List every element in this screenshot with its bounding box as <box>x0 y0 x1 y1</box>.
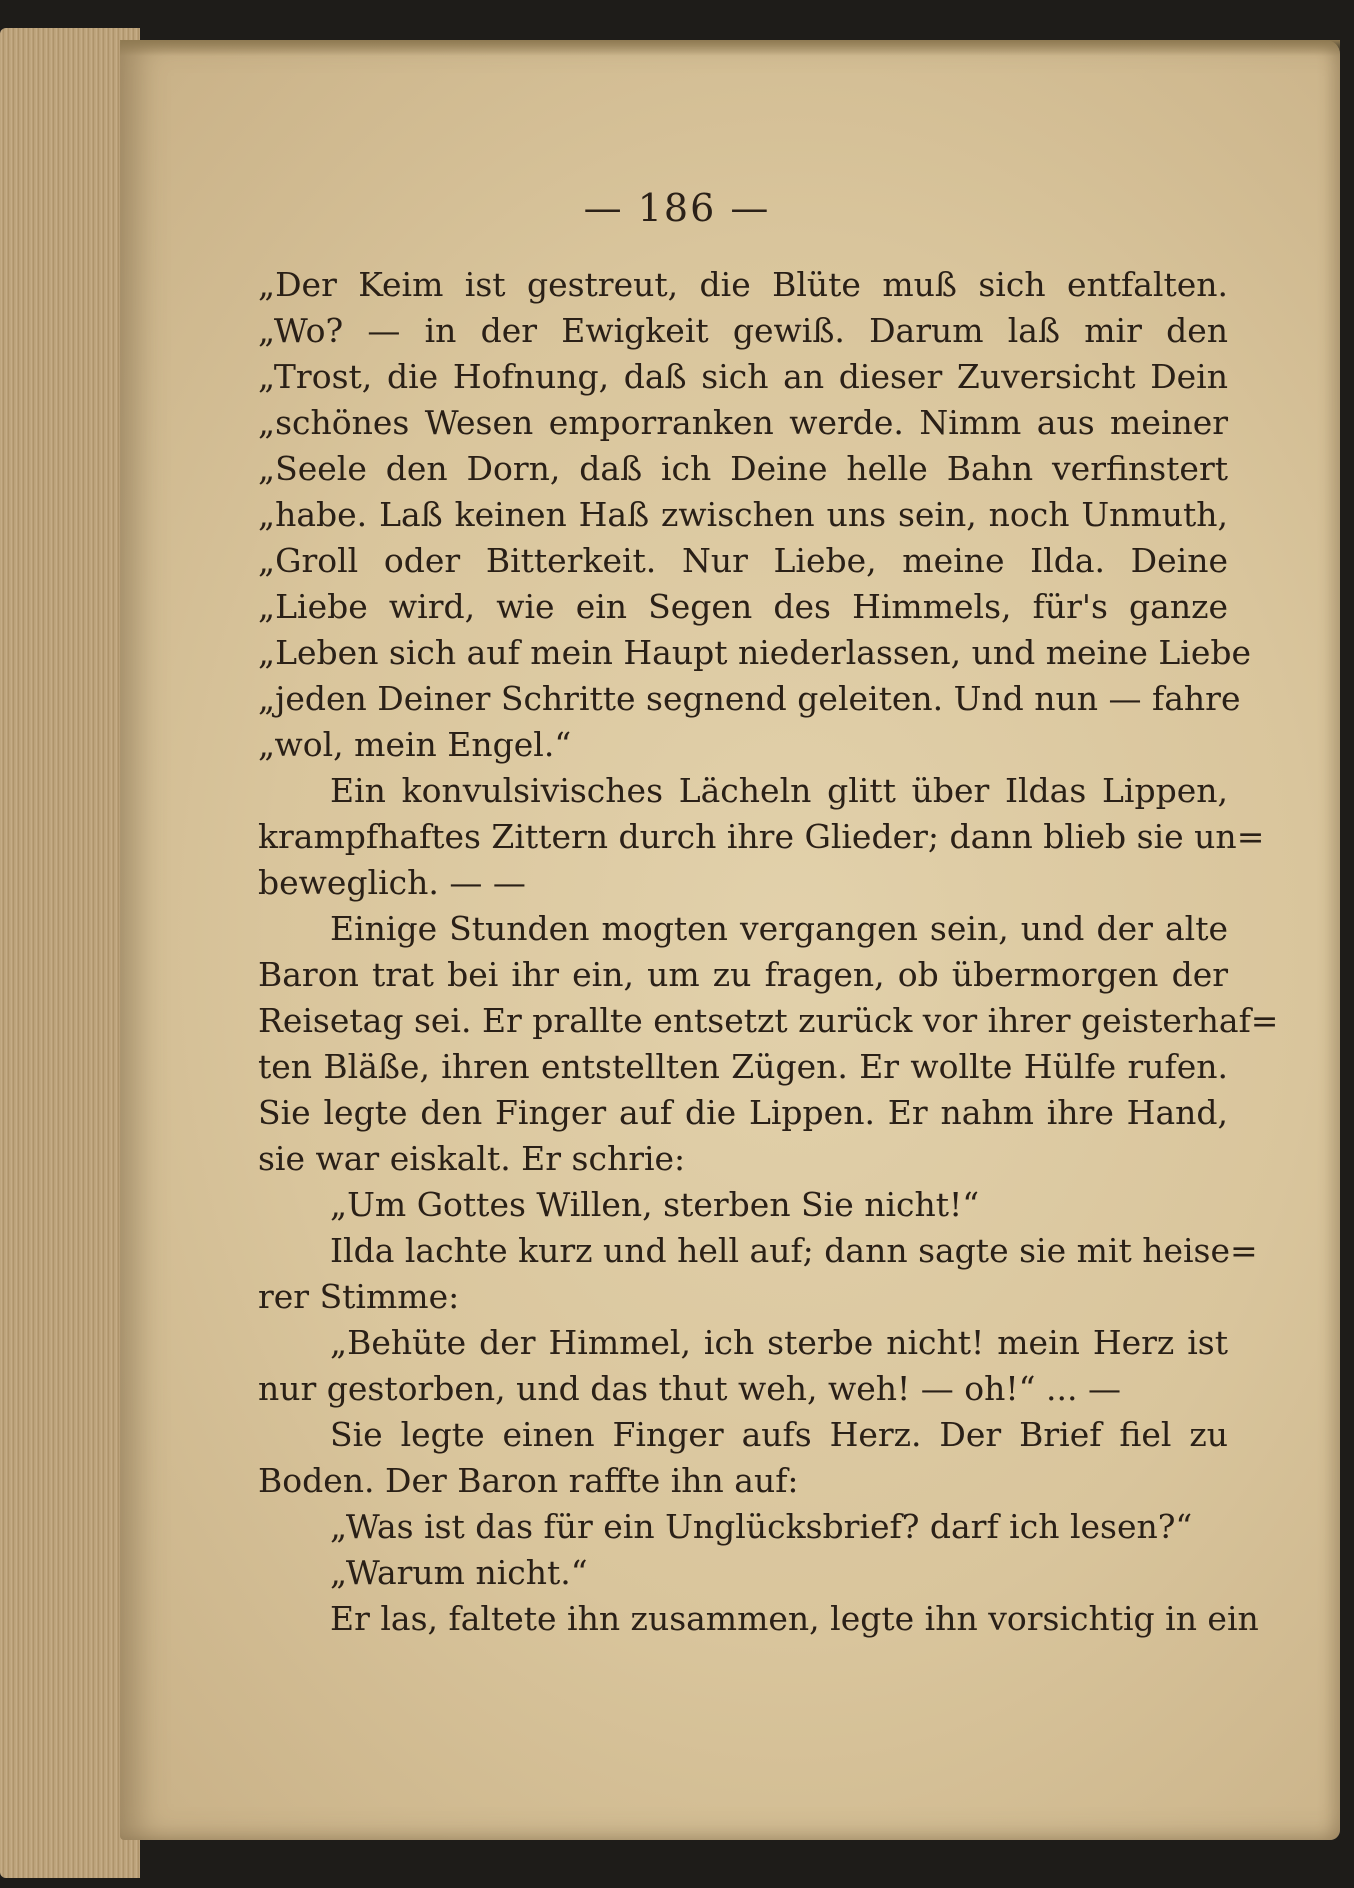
text-line: krampfhaftes Zittern durch ihre Glieder; dann blieb sie un= <box>258 817 1265 856</box>
text-line: „Wo? — in der Ewigkeit gewiß. Darum laß mir den <box>258 311 1228 350</box>
text-line: „Was ist das für ein Unglücksbrief? darf ich lesen?“ <box>330 1507 1193 1546</box>
body-text <box>258 262 1279 1642</box>
text-line: „Leben sich auf mein Haupt niederlassen, und meine Liebe <box>258 633 1252 672</box>
text-line: „Behüte der Himmel, ich sterbe nicht! mein Herz ist <box>330 1323 1228 1362</box>
text-line: Ein konvulsivisches Lächeln glitt über Ildas Lippen, <box>330 771 1228 810</box>
text-line: Sie legte einen Finger aufs Herz. Der Brief fiel zu <box>330 1415 1228 1454</box>
text-line: „wol, mein Engel.“ <box>258 725 572 764</box>
page-stack-edge <box>0 28 140 1878</box>
text-line: „Groll oder Bitterkeit. Nur Liebe, meine Ilda. Deine <box>258 541 1228 580</box>
text-line: Er las, faltete ihn zusammen, legte ihn vorsichtig in ein <box>330 1599 1259 1638</box>
text-line: Ilda lachte kurz und hell auf; dann sagte sie mit heise= <box>330 1231 1258 1270</box>
text-line: „Um Gottes Willen, sterben Sie nicht!“ <box>330 1185 980 1224</box>
text-line: „Trost, die Hofnung, daß sich an dieser Zuversicht Dein <box>258 357 1228 396</box>
text-line: beweglich. — — <box>258 863 526 902</box>
text-line: ten Bläße, ihren entstellten Zügen. Er wollte Hülfe rufen. <box>258 1047 1228 1086</box>
text-line: Baron trat bei ihr ein, um zu fragen, ob übermorgen der <box>258 955 1228 994</box>
text-line: „Der Keim ist gestreut, die Blüte muß sich entfalten. <box>258 265 1228 304</box>
page-top-shadow <box>120 40 1340 56</box>
text-line: „Warum nicht.“ <box>330 1553 588 1592</box>
text-line: Reisetag sei. Er prallte entsetzt zurück vor ihrer geisterhaf= <box>258 1001 1279 1040</box>
text-line: „schönes Wesen emporranken werde. Nimm aus meiner <box>258 403 1228 442</box>
text-line: „jeden Deiner Schritte segnend geleiten. Und nun — fahre <box>258 679 1241 718</box>
text-line: „Seele den Dorn, daß ich Deine helle Bahn verfinstert <box>258 449 1228 488</box>
text-line: sie war eiskalt. Er schrie: <box>258 1139 686 1178</box>
text-line: „Liebe wird, wie ein Segen des Himmels, für's ganze <box>258 587 1228 626</box>
text-line: Einige Stunden mogten vergangen sein, und der alte <box>330 909 1228 948</box>
text-line: Boden. Der Baron raffte ihn auf: <box>258 1461 799 1500</box>
text-line: nur gestorben, und das thut weh, weh! — oh!“ ... — <box>258 1369 1121 1408</box>
page-number: — 186 — <box>583 186 771 230</box>
text-line: rer Stimme: <box>258 1277 460 1316</box>
text-line: „habe. Laß keinen Haß zwischen uns sein, noch Unmuth, <box>258 495 1228 534</box>
text-line: Sie legte den Finger auf die Lippen. Er nahm ihre Hand, <box>258 1093 1228 1132</box>
